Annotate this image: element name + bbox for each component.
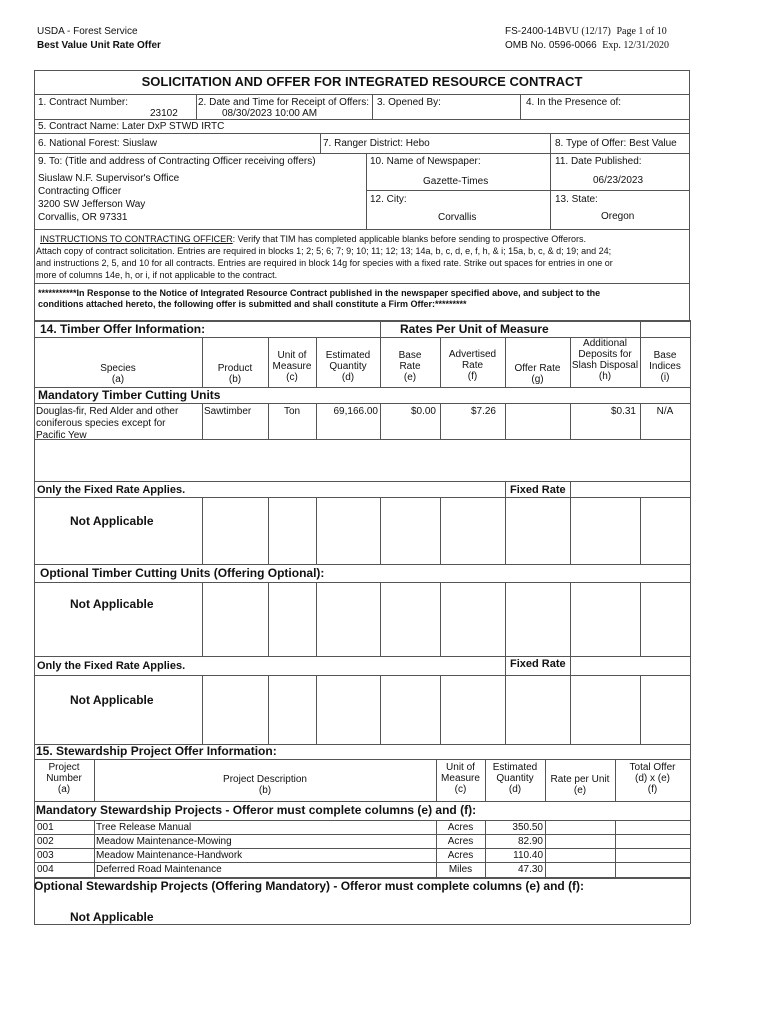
instructions-line: and instructions 2, 5, and 10 for all contracts. Entries are required in block 14g for species with a fixed rate. Strike out spaces for entries in one or (36, 258, 613, 268)
fixed-rate-label: Only the Fixed Rate Applies. (37, 660, 186, 672)
newspaper-value: Gazette-Times (423, 176, 489, 187)
page-title: SOLICITATION AND OFFER FOR INTEGRATED RESOURCE CONTRACT (141, 74, 583, 89)
form-title: Best Value Unit Rate Offer (37, 40, 161, 51)
instructions-line: more of columns 14e, h, or i, if not applicable to the contract. (36, 270, 278, 280)
timber-qty: 69,166.00 (333, 406, 378, 417)
stew-row-uom: Acres (447, 822, 474, 833)
timber-species: Douglas-fir, Red Alder and other coniferous species except for Pacific Yew (36, 406, 179, 441)
national-forest: 6. National Forest: Siuslaw (38, 138, 157, 149)
col-adv-rate: Advertised Rate (f) (448, 349, 497, 382)
col-uom: Unit of Measure (c) (272, 350, 312, 383)
to-address-line: Corvallis, OR 97331 (38, 212, 128, 223)
col-product: Product (b) (217, 363, 253, 385)
instructions-line: INSTRUCTIONS TO CONTRACTING OFFICER: Verify that TIM has completed applicable blanks before sending to prospective Offerors. (40, 234, 587, 244)
ranger-district: 7. Ranger District: Hebo (323, 138, 430, 149)
contract-number-label: 1. Contract Number: (38, 97, 129, 108)
date-published-value: 06/23/2023 (593, 175, 644, 186)
contract-number-value: 23102 (150, 108, 178, 119)
stew-row-number: 003 (37, 850, 54, 861)
timber-section-title: 14. Timber Offer Information: (40, 322, 206, 336)
stew-row-qty: 350.50 (512, 822, 543, 833)
to-address-line: Siuslaw N.F. Supervisor's Office (38, 173, 180, 184)
to-address-line: Contracting Officer (38, 186, 122, 197)
stew-col-uom: Unit of Measure (c) (441, 762, 480, 795)
contract-name: 5. Contract Name: Later DxP STWD IRTC (38, 121, 225, 132)
presence-of-label: 4. In the Presence of: (526, 97, 622, 108)
stew-col-number: Project Number (a) (46, 762, 82, 795)
date-published-label: 11. Date Published: (555, 156, 642, 167)
fixed-rate-col-label: Fixed Rate (510, 484, 566, 496)
rates-title: Rates Per Unit of Measure (400, 322, 549, 336)
col-base-rate: Base Rate (e) (398, 350, 422, 383)
offer-type: 8. Type of Offer: Best Value (555, 138, 677, 149)
newspaper-label: 10. Name of Newspaper: (370, 156, 481, 167)
fixed-rate-label: Only the Fixed Rate Applies. (37, 484, 186, 496)
mandatory-timber-title: Mandatory Timber Cutting Units (38, 388, 221, 402)
col-species: Species (a) (100, 363, 136, 385)
opened-by-label: 3. Opened By: (377, 97, 441, 108)
timber-indices: N/A (656, 406, 674, 417)
stew-row-uom: Miles (448, 864, 473, 875)
omb-number: OMB No. 0596-0066 Exp. 12/31/2020 (505, 40, 669, 51)
state-label: 13. State: (555, 194, 598, 205)
stew-row-number: 001 (37, 822, 54, 833)
agency-name: USDA - Forest Service (37, 26, 138, 37)
mandatory-stewardship-title: Mandatory Stewardship Projects - Offeror must complete columns (e) and (f): (36, 803, 477, 817)
stew-col-total: Total Offer (d) x (e) (f) (629, 762, 676, 795)
optional-stewardship-title: Optional Stewardship Projects (Offering Mandatory) - Offeror must complete columns (e) and (f): (34, 879, 585, 893)
stew-row-number: 004 (37, 864, 54, 875)
not-applicable-text: Not Applicable (70, 597, 154, 611)
stew-row-description: Deferred Road Maintenance (96, 864, 222, 875)
not-applicable-text: Not Applicable (70, 910, 154, 924)
response-notice-line: conditions attached hereto, the following offer is submitted and shall constitute a Firm Offer:********* (38, 299, 467, 309)
col-indices: Base Indices (i) (649, 350, 681, 383)
stew-row-description: Meadow Maintenance-Mowing (96, 836, 232, 847)
not-applicable-text: Not Applicable (70, 693, 154, 707)
stew-row-number: 002 (37, 836, 54, 847)
city-value: Corvallis (438, 212, 477, 223)
stew-row-uom: Acres (447, 850, 474, 861)
fixed-rate-col-label: Fixed Rate (510, 658, 566, 670)
timber-slash: $0.31 (610, 406, 636, 417)
stew-col-rate: Rate per Unit (e) (550, 774, 610, 796)
instructions-line: Attach copy of contract solicitation. Entries are required in blocks 1; 2; 5; 6; 7; 9; 10; 11; 12; 13; 14a, b, c, d, e, f, h, & i; 15a, b, c, & d; 19; and 24; (36, 246, 612, 256)
stew-col-qty: Estimated Quantity (d) (492, 762, 538, 795)
timber-base-rate: $0.00 (410, 406, 436, 417)
timber-product: Sawtimber (204, 406, 252, 417)
form-number: FS-2400-14BVU (12/17) Page 1 of 10 (505, 26, 667, 37)
col-offer-rate: Offer Rate (g) (514, 363, 561, 385)
optional-timber-title: Optional Timber Cutting Units (Offering Optional): (40, 566, 325, 580)
stew-row-description: Tree Release Manual (96, 822, 192, 833)
state-value: Oregon (601, 211, 635, 222)
stew-col-description: Project Description (b) (223, 774, 307, 796)
col-qty: Estimated Quantity (d) (325, 350, 371, 383)
city-label: 12. City: (370, 194, 407, 205)
to-address-label: 9. To: (Title and address of Contracting Officer receiving offers) (38, 156, 316, 167)
response-notice-line: ***********In Response to the Notice of Integrated Resource Contract published in the newspaper specified above, and subject to the (38, 288, 601, 298)
not-applicable-text: Not Applicable (70, 514, 154, 528)
stew-row-uom: Acres (447, 836, 474, 847)
stew-row-qty: 82.90 (517, 836, 543, 847)
receipt-datetime-label: 2. Date and Time for Receipt of Offers: (198, 97, 370, 108)
col-slash: Additional Deposits for Slash Disposal (h) (571, 338, 639, 382)
stew-row-description: Meadow Maintenance-Handwork (96, 850, 243, 861)
receipt-datetime-value: 08/30/2023 10:00 AM (222, 108, 318, 119)
stewardship-section-title: 15. Stewardship Project Offer Information: (36, 744, 277, 758)
stew-row-qty: 110.40 (513, 850, 543, 861)
stew-row-qty: 47.30 (517, 864, 543, 875)
timber-adv-rate: $7.26 (470, 406, 496, 417)
to-address-line: 3200 SW Jefferson Way (38, 199, 146, 210)
timber-uom: Ton (283, 406, 301, 417)
